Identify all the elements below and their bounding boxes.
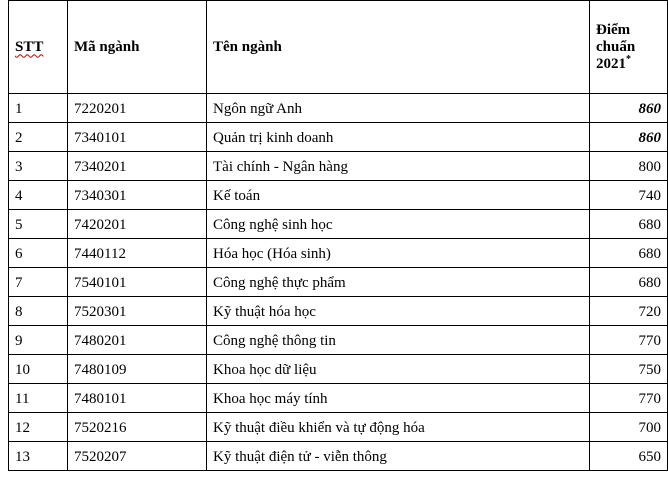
- cell-score: 770: [590, 384, 668, 413]
- header-name: Tên ngành: [207, 1, 590, 94]
- header-score-year: 2021: [596, 55, 626, 72]
- cell-name: Kỹ thuật điện tử - viễn thông: [207, 442, 590, 471]
- cell-score: 680: [590, 210, 668, 239]
- cell-code: 7480109: [68, 355, 207, 384]
- cell-code: 7540101: [68, 268, 207, 297]
- cell-name: Công nghệ thực phẩm: [207, 268, 590, 297]
- table-row: [9, 181, 668, 210]
- table-header: [9, 1, 668, 94]
- cell-score: 650: [590, 442, 668, 471]
- cell-stt: 6: [9, 239, 68, 268]
- header-score: [590, 1, 668, 94]
- cell-name: Khoa học dữ liệu: [207, 355, 590, 384]
- table-row: [9, 297, 668, 326]
- cell-stt: 8: [9, 297, 68, 326]
- cell-name: Kỹ thuật hóa học: [207, 297, 590, 326]
- table-row: [9, 239, 668, 268]
- table-row: [9, 442, 668, 471]
- table-row: [9, 210, 668, 239]
- cell-name: Quản trị kinh doanh: [207, 123, 590, 152]
- header-score-line1: Điểm: [596, 21, 631, 38]
- cell-code: 7440112: [68, 239, 207, 268]
- cell-stt: 5: [9, 210, 68, 239]
- cell-code: 7420201: [68, 210, 207, 239]
- cell-stt: 1: [9, 94, 68, 123]
- cell-stt: 11: [9, 384, 68, 413]
- table-row: [9, 123, 668, 152]
- table-row: [9, 326, 668, 355]
- cell-code: 7480201: [68, 326, 207, 355]
- cell-score: 680: [590, 239, 668, 268]
- cell-stt: 9: [9, 326, 68, 355]
- table-row: [9, 94, 668, 123]
- cell-score: 860: [590, 94, 668, 123]
- cell-name: Khoa học máy tính: [207, 384, 590, 413]
- table-row: [9, 268, 668, 297]
- cell-name: Kế toán: [207, 181, 590, 210]
- cell-code: 7220201: [68, 94, 207, 123]
- cell-code: 7480101: [68, 384, 207, 413]
- cell-code: 7340101: [68, 123, 207, 152]
- table-row: [9, 152, 668, 181]
- cell-stt: 4: [9, 181, 68, 210]
- header-row: [9, 1, 668, 94]
- table-body: [9, 94, 668, 471]
- cell-score: 720: [590, 297, 668, 326]
- header-score-footnote-mark: *: [626, 53, 631, 65]
- cell-code: 7520207: [68, 442, 207, 471]
- table-row: [9, 384, 668, 413]
- cell-stt: 3: [9, 152, 68, 181]
- header-stt: [9, 1, 68, 94]
- cell-score: 700: [590, 413, 668, 442]
- cell-score: 800: [590, 152, 668, 181]
- cell-score: 750: [590, 355, 668, 384]
- cell-name: Ngôn ngữ Anh: [207, 94, 590, 123]
- cell-name: Công nghệ sinh học: [207, 210, 590, 239]
- header-code: Mã ngành: [68, 1, 207, 94]
- cell-stt: 7: [9, 268, 68, 297]
- header-stt-label: STT: [15, 38, 44, 55]
- cell-name: Hóa học (Hóa sinh): [207, 239, 590, 268]
- cell-code: 7520301: [68, 297, 207, 326]
- cell-score: 860: [590, 123, 668, 152]
- admission-score-table: [8, 0, 668, 471]
- cell-name: Kỹ thuật điều khiển và tự động hóa: [207, 413, 590, 442]
- table-row: [9, 355, 668, 384]
- header-score-line2: chuẩn: [596, 38, 636, 55]
- cell-name: Tài chính - Ngân hàng: [207, 152, 590, 181]
- cell-code: 7520216: [68, 413, 207, 442]
- table-row: [9, 413, 668, 442]
- cell-stt: 12: [9, 413, 68, 442]
- cell-name: Công nghệ thông tin: [207, 326, 590, 355]
- cell-score: 770: [590, 326, 668, 355]
- cell-code: 7340301: [68, 181, 207, 210]
- cell-stt: 2: [9, 123, 68, 152]
- header-score-line3: [596, 53, 661, 73]
- cell-score: 740: [590, 181, 668, 210]
- cell-stt: 13: [9, 442, 68, 471]
- cell-code: 7340201: [68, 152, 207, 181]
- cell-stt: 10: [9, 355, 68, 384]
- cell-score: 680: [590, 268, 668, 297]
